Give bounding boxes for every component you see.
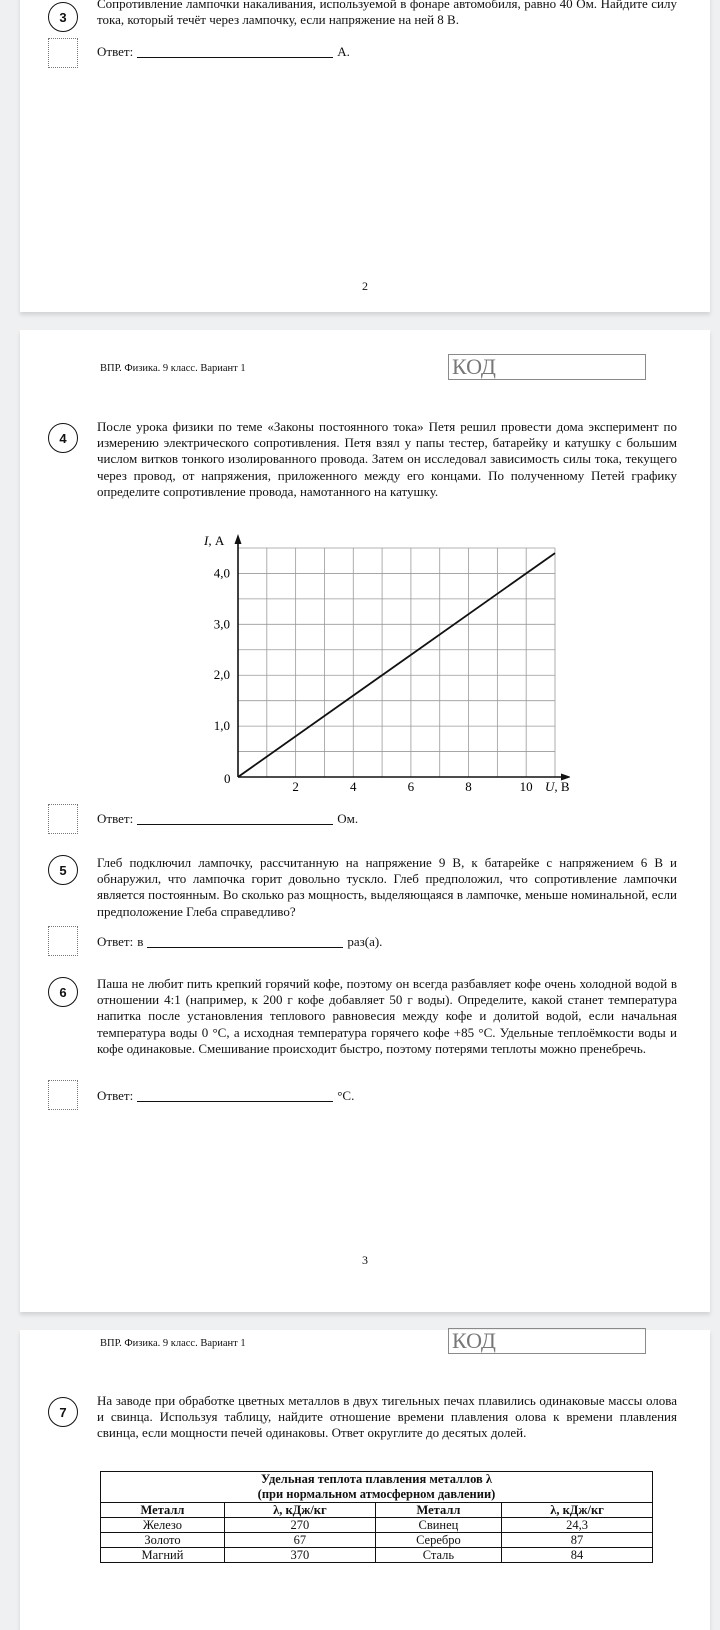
origin-label: 0	[224, 771, 231, 786]
table-cell: Сталь	[375, 1548, 501, 1563]
question-number-badge	[48, 2, 78, 32]
document-page	[20, 1330, 710, 1630]
answer-input-line[interactable]	[147, 935, 343, 948]
question-text: На заводе при обработке цветных металлов в двух тигельных печах плавились одинаковые массы олова и свинца. Используя таблицу, найдите отношение времени плавления олова к времени плавления свинца, если мощности печей одинаковы. Ответ округлите до десятых долей.	[97, 1393, 677, 1441]
y-tick-label: 2,0	[213, 667, 230, 683]
table-caption	[101, 1472, 653, 1503]
y-axis-arrow-icon	[235, 534, 242, 544]
column-header: Металл	[375, 1503, 501, 1518]
answer-input-line[interactable]	[137, 812, 333, 825]
answer-line	[97, 811, 358, 827]
table-cell: Золото	[101, 1533, 225, 1548]
code-field[interactable]: КОД	[448, 1328, 646, 1354]
table-cell: Магний	[101, 1548, 225, 1563]
x-tick-label: 6	[407, 779, 415, 794]
table-caption-line1: Удельная теплота плавления металлов λ	[260, 1472, 493, 1486]
table-row	[101, 1518, 653, 1533]
question-number: 6	[59, 984, 67, 1000]
document-page	[20, 330, 710, 1312]
question-text: Глеб подключил лампочку, рассчитанную на напряжение 9 В, к батарейке с напряжением 6 В и обнаружил, что лампочка горит довольно тускло. Глеб предположил, что сопротивление лампочки является постоянным. Во сколько раз мощность, выделяющаяся в лампочке, меньше номинальной, если предположение Глеба справедливо?	[97, 855, 677, 919]
answer-unit: Ом.	[337, 811, 359, 826]
answer-input-line[interactable]	[137, 1089, 333, 1102]
y-tick-label: 3,0	[213, 616, 230, 632]
table-header-row	[101, 1503, 653, 1518]
x-tick-label: 10	[519, 779, 533, 794]
table-cell: 84	[502, 1548, 653, 1563]
answer-label: Ответ:	[97, 1088, 134, 1103]
question-number-badge	[48, 855, 78, 885]
answer-unit: °С.	[337, 1088, 355, 1103]
answer-label: Ответ:	[97, 811, 134, 826]
question-number: 5	[59, 862, 67, 878]
question-text: Сопротивление лампочки накаливания, используемой в фонаре автомобиля, равно 40 Ом. Найдите силу тока, который течёт через лампочку, если напряжение на ней 8 В.	[97, 0, 677, 28]
code-field[interactable]: КОД	[448, 354, 646, 380]
x-tick-label: 4	[350, 779, 357, 794]
question-number-badge	[48, 1397, 78, 1427]
table-cell: 87	[502, 1533, 653, 1548]
answer-cell[interactable]	[48, 1080, 78, 1110]
table-row	[101, 1548, 653, 1563]
table-row	[101, 1533, 653, 1548]
x-tick-label: 8	[465, 779, 472, 794]
y-tick-label: 1,0	[213, 718, 230, 734]
answer-unit: А.	[337, 44, 350, 59]
answer-line	[97, 1088, 354, 1104]
answer-cell[interactable]	[48, 926, 78, 956]
column-header: Металл	[101, 1503, 225, 1518]
question-number: 7	[59, 1404, 67, 1420]
table-cell: Железо	[101, 1518, 225, 1533]
table-cell: 270	[224, 1518, 375, 1533]
column-header: λ, кДж/кг	[502, 1503, 653, 1518]
answer-cell[interactable]	[48, 38, 78, 68]
question-number-badge	[48, 977, 78, 1007]
melting-heat-table	[100, 1471, 653, 1563]
table-cell: 67	[224, 1533, 375, 1548]
current-voltage-chart	[170, 530, 570, 800]
question-number: 4	[59, 430, 67, 446]
page-header: ВПР. Физика. 9 класс. Вариант 1	[100, 1338, 246, 1349]
question-text: После урока физики по теме «Законы постоянного тока» Петя решил провести дома эксперимент по измерению электрического сопротивления. Петя взял у папы тестер, батарейку и катушку с большим числом витков тонкого изолированного провода. Затем он исследовал зависимость силы тока, текущего через провод, от напряжения, приложенного между его концами. По полученному Петей графику определите сопротивление провода, намотанного на катушку.	[97, 419, 677, 499]
y-axis-label: I, А	[204, 533, 225, 548]
page-header: ВПР. Физика. 9 класс. Вариант 1	[100, 363, 246, 374]
table-cell: Свинец	[375, 1518, 501, 1533]
table-caption-line2: (при нормальном атмосферном давлении)	[257, 1487, 496, 1501]
question-number: 3	[59, 9, 67, 25]
question-number-badge	[48, 423, 78, 453]
answer-line	[97, 934, 382, 950]
column-header: λ, кДж/кг	[224, 1503, 375, 1518]
x-tick-label: 2	[292, 779, 299, 794]
answer-cell[interactable]	[48, 804, 78, 834]
table-cell: 24,3	[502, 1518, 653, 1533]
question-text: Паша не любит пить крепкий горячий кофе, поэтому он всегда разбавляет кофе очень холодной водой в отношении 4:1 (например, к 200 г кофе добавляет 50 г воды). Определите, какой станет температура напитка после установления теплового равновесия между кофе и долитой водой, если начальная температура воды 0 °С, а исходная температура горячего кофе +85 °С. Удельные теплоёмкости воды и кофе одинаковые. Смешивание происходит быстро, поэтому потерями теплоты можно пренебречь.	[97, 976, 677, 1056]
chart-series	[238, 553, 555, 777]
x-axis-label: U, В	[545, 779, 570, 794]
answer-line	[97, 44, 350, 60]
page-number: 2	[362, 279, 368, 293]
answer-input-line[interactable]	[137, 45, 333, 58]
answer-label: Ответ:	[97, 934, 134, 949]
table-cell: Серебро	[375, 1533, 501, 1548]
answer-label: Ответ:	[97, 44, 134, 59]
answer-unit: раз(а).	[347, 934, 383, 949]
document-page	[20, 0, 710, 312]
table-cell: 370	[224, 1548, 375, 1563]
page-number: 3	[362, 1253, 368, 1267]
y-tick-label: 4,0	[213, 565, 230, 581]
series-line	[238, 553, 555, 777]
answer-prefix: в	[137, 934, 144, 949]
